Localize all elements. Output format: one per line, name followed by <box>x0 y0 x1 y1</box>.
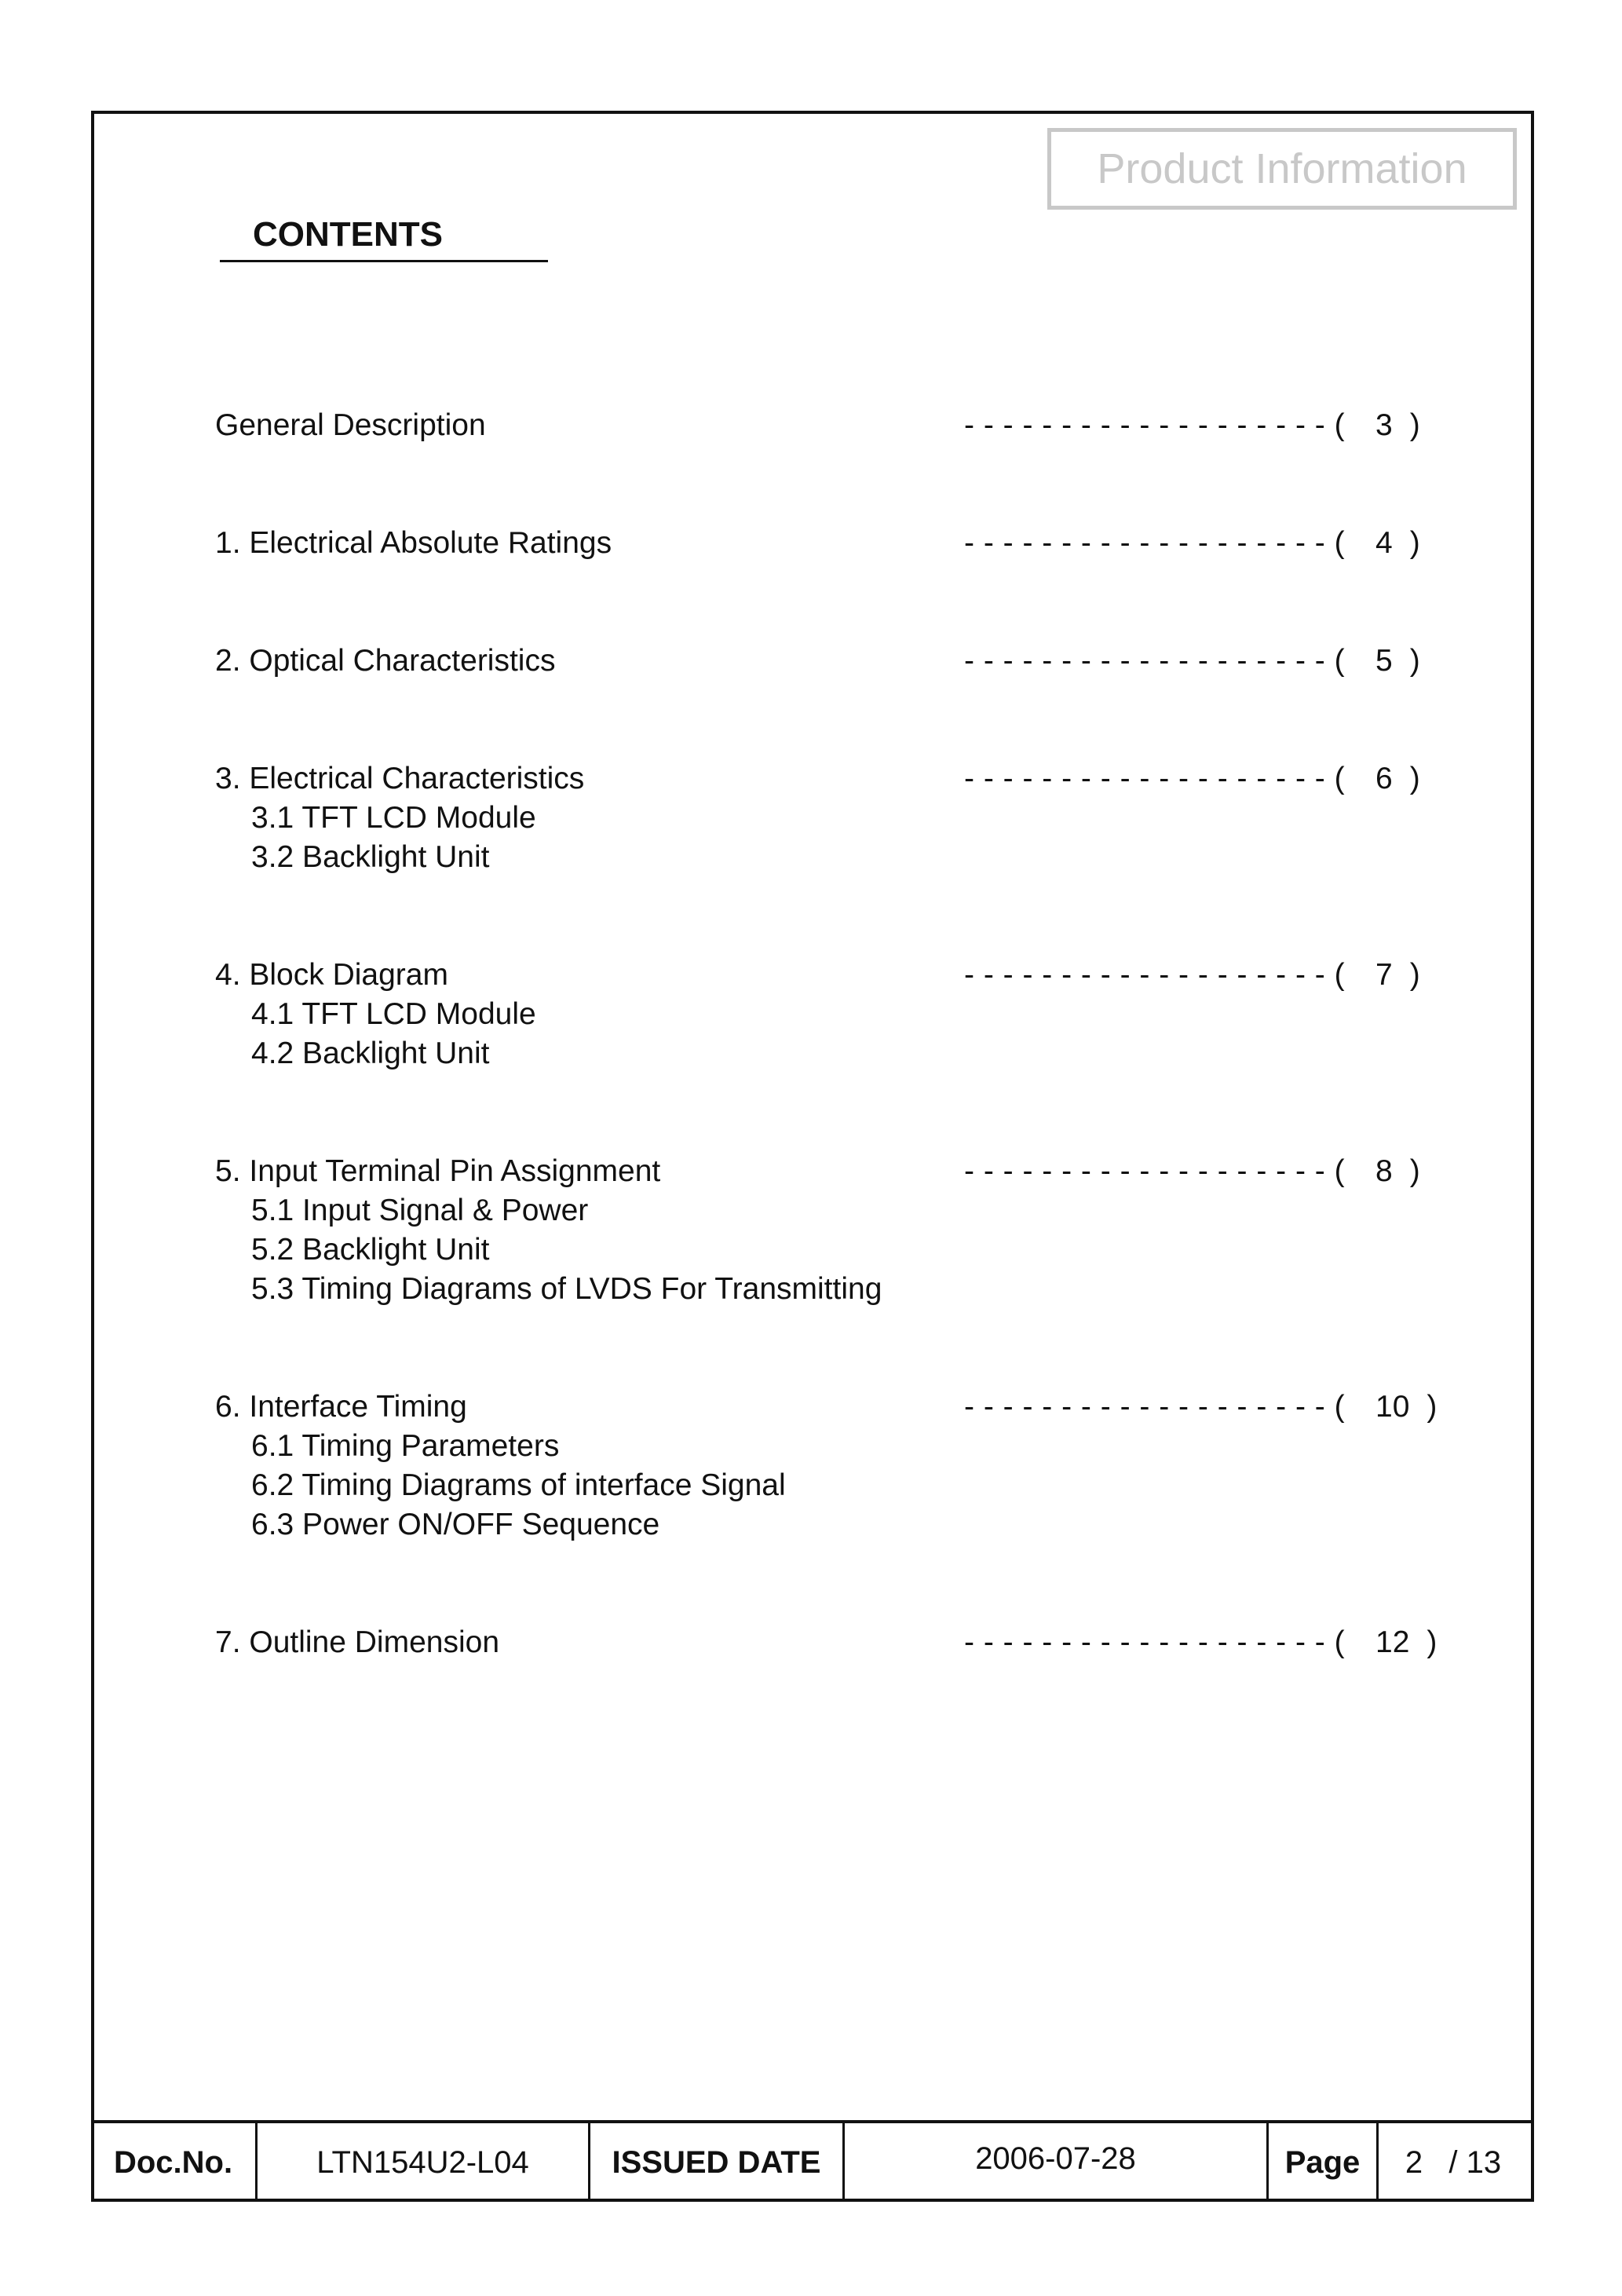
toc-leader-dots: - - - - - - - - - - - - - - - - - - - ( <box>964 1390 1346 1424</box>
toc-leader-dots: - - - - - - - - - - - - - - - - - - - ( <box>964 1154 1346 1188</box>
doc-no-label: Doc.No. <box>91 2123 258 2202</box>
toc-subsection: 6.2 Timing Diagrams of interface Signal <box>251 1468 786 1502</box>
doc-no-value: LTN154U2-L04 <box>258 2123 590 2202</box>
toc-page-close-paren: ) <box>1427 1390 1438 1424</box>
toc-subsection-list <box>251 1427 786 1545</box>
toc-subsection: 3.2 Backlight Unit <box>251 840 490 874</box>
toc-subsection: 6.1 Timing Parameters <box>251 1429 560 1463</box>
product-information-stamp: Product Information <box>1047 128 1517 210</box>
document-footer <box>91 2120 1534 2202</box>
toc-entry-page <box>1375 1152 1420 1191</box>
toc-subsection-list <box>251 1191 882 1309</box>
toc-entry-title: General Description <box>215 408 486 442</box>
toc-page-close-paren: ) <box>1409 762 1420 795</box>
issued-date-value: 2006-07-28 <box>845 2123 1269 2202</box>
toc-entry-page <box>1375 759 1420 799</box>
toc-entry-title: 7. Outline Dimension <box>215 1625 500 1659</box>
toc-entry-title: 5. Input Terminal Pin Assignment <box>215 1154 661 1188</box>
toc-page-close-paren: ) <box>1409 408 1420 442</box>
toc-subsection-list <box>251 799 536 877</box>
toc-entry-page-number: 8 <box>1375 1154 1393 1188</box>
toc-subsection: 4.2 Backlight Unit <box>251 1036 490 1070</box>
toc-subsection-list <box>251 995 536 1073</box>
toc-subsection: 5.1 Input Signal & Power <box>251 1194 589 1227</box>
toc-leader-dots: - - - - - - - - - - - - - - - - - - - ( <box>964 408 1346 442</box>
toc-entry-page-number: 4 <box>1375 526 1393 560</box>
toc-subsection: 5.3 Timing Diagrams of LVDS For Transmitting <box>251 1272 882 1306</box>
toc-entry-page-number: 5 <box>1375 644 1393 678</box>
toc-page-close-paren: ) <box>1427 1625 1438 1659</box>
toc-leader-dots: - - - - - - - - - - - - - - - - - - - ( <box>964 958 1346 992</box>
toc-subsection: 4.1 TFT LCD Module <box>251 997 536 1031</box>
contents-heading <box>220 212 548 262</box>
toc-entry-page-number: 12 <box>1375 1625 1410 1659</box>
toc-subsection: 3.1 TFT LCD Module <box>251 801 536 835</box>
toc-leader-dots: - - - - - - - - - - - - - - - - - - - ( <box>964 1625 1346 1659</box>
toc-entry-page-number: 3 <box>1375 408 1393 442</box>
toc-page-close-paren: ) <box>1409 644 1420 678</box>
page-value: 2 / 13 <box>1405 2144 1502 2180</box>
toc-subsection: 6.3 Power ON/OFF Sequence <box>251 1508 660 1541</box>
page-label: Page <box>1269 2123 1379 2202</box>
toc-subsection: 5.2 Backlight Unit <box>251 1233 490 1267</box>
toc-entry-page <box>1375 524 1420 563</box>
toc-entry-page <box>1375 956 1420 995</box>
toc-entry-page-number: 7 <box>1375 958 1393 992</box>
toc-entry-page <box>1375 406 1420 445</box>
toc-entry-title: 6. Interface Timing <box>215 1390 467 1424</box>
contents-heading-text: CONTENTS <box>253 215 443 254</box>
toc-leader-dots: - - - - - - - - - - - - - - - - - - - ( <box>964 762 1346 795</box>
toc-entry-page <box>1375 1623 1437 1662</box>
toc-entry-page <box>1375 1387 1437 1427</box>
toc-entry-title: 4. Block Diagram <box>215 958 448 992</box>
toc-page-close-paren: ) <box>1409 958 1420 992</box>
toc-entry-page-number: 6 <box>1375 762 1393 795</box>
toc-page-close-paren: ) <box>1409 1154 1420 1188</box>
toc-entry-page <box>1375 642 1420 681</box>
issued-date-label: ISSUED DATE <box>590 2123 845 2202</box>
toc-page-close-paren: ) <box>1409 526 1420 560</box>
toc-leader-dots: - - - - - - - - - - - - - - - - - - - ( <box>964 526 1346 560</box>
toc-entry-title: 1. Electrical Absolute Ratings <box>215 526 612 560</box>
toc-entry-title: 3. Electrical Characteristics <box>215 762 585 795</box>
toc-leader-dots: - - - - - - - - - - - - - - - - - - - ( <box>964 644 1346 678</box>
toc-entry-title: 2. Optical Characteristics <box>215 644 556 678</box>
toc-entry-page-number: 10 <box>1375 1390 1410 1424</box>
